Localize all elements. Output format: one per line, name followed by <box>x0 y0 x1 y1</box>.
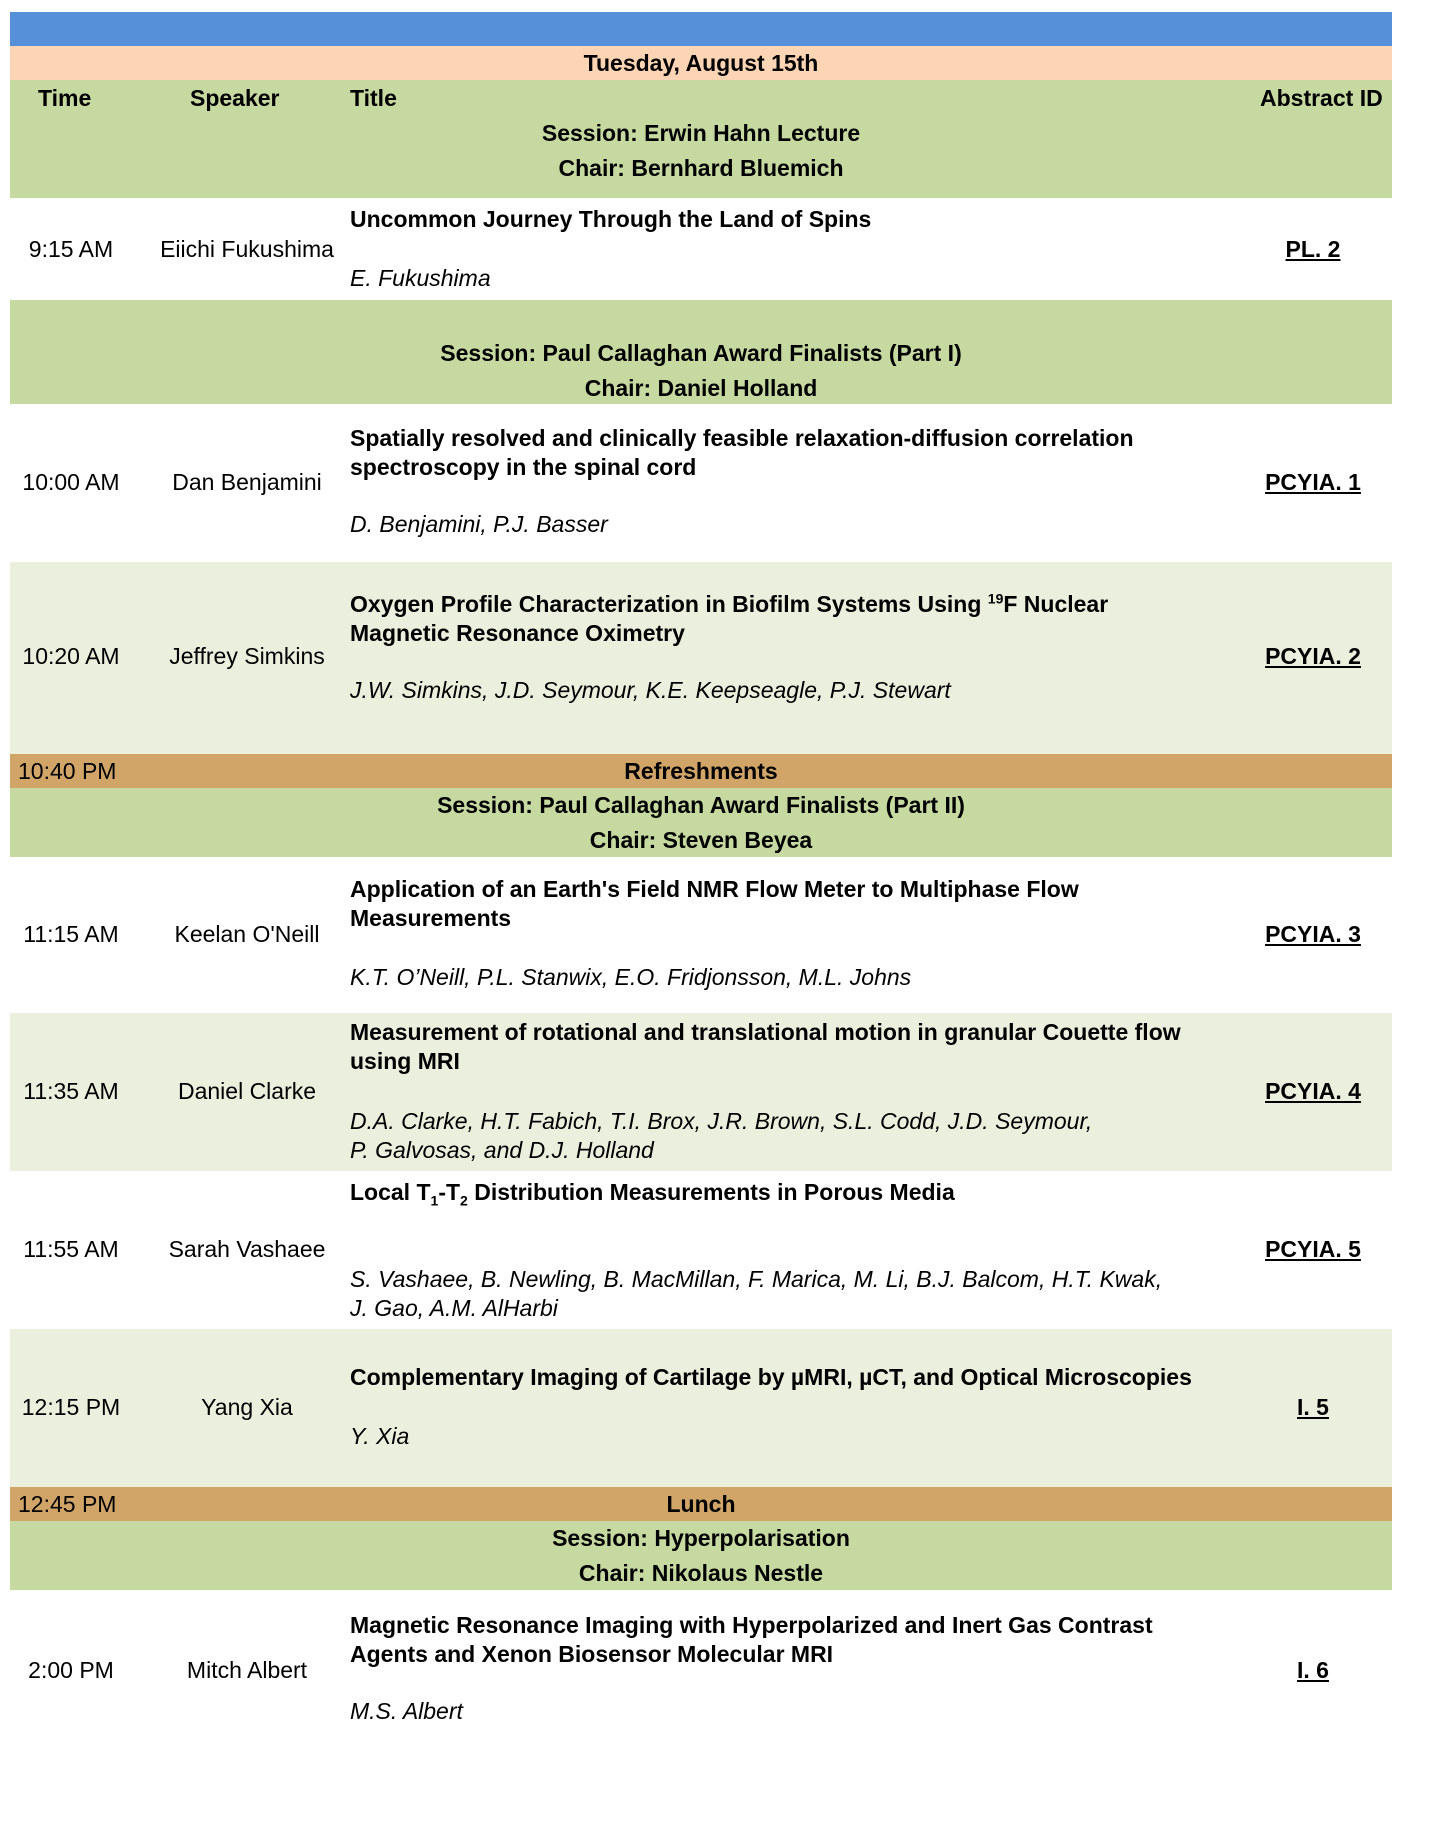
column-title: Title <box>350 85 397 111</box>
talk-speaker: Eiichi Fukushima <box>160 236 334 262</box>
talk-row <box>10 562 1392 754</box>
talk-speaker: Mitch Albert <box>186 1657 308 1683</box>
talk-title: Application of an Earth's Field NMR Flow Meter to Multiphase Flow Measurements <box>350 876 1079 931</box>
column-time: Time <box>38 85 92 111</box>
talk-time: 11:35 AM <box>23 1078 119 1104</box>
talk-speaker: Yang Xia <box>201 1394 293 1420</box>
session-header <box>10 788 1392 857</box>
talk-row <box>10 1171 1392 1329</box>
talk-title: Complementary Imaging of Cartilage by µMRI, µCT, and Optical Microscopies <box>350 1364 1192 1390</box>
talk-speaker: Jeffrey Simkins <box>169 643 325 669</box>
session-header <box>10 1521 1392 1590</box>
talk-authors: K.T. O’Neill, P.L. Stanwix, E.O. Fridjonsson, M.L. Johns <box>350 964 912 990</box>
talk-authors: D. Benjamini, P.J. Basser <box>350 511 608 537</box>
talk-time: 12:15 PM <box>21 1394 121 1420</box>
break-time: 12:45 PM <box>18 1491 117 1517</box>
session-title: Session: Paul Callaghan Award Finalists (Part II) <box>437 792 965 818</box>
talk-speaker: Daniel Clarke <box>177 1078 317 1104</box>
talk-row <box>10 1590 1392 1760</box>
top-banner <box>10 12 1392 46</box>
session-chair: Chair: Steven Beyea <box>589 827 813 853</box>
day-title: Tuesday, August 15th <box>583 50 819 76</box>
day-header <box>10 46 1392 80</box>
talk-time: 9:15 AM <box>28 236 114 262</box>
abstract-id-link[interactable]: PL. 2 <box>1285 236 1341 262</box>
talk-time: 2:00 PM <box>28 1657 114 1683</box>
break-band <box>10 754 1392 788</box>
talk-title: Local $T_1-T_2$ Distribution Measurements in Porous Media <box>350 1179 955 1209</box>
abstract-id-link[interactable]: PCYIA. 1 <box>1265 469 1361 495</box>
talk-title: Uncommon Journey Through the Land of Spins <box>350 206 872 232</box>
talk-authors: S. Vashaee, B. Newling, B. MacMillan, F. Marica, M. Li, B.J. Balcom, H.T. Kwak, J. Gao, A.M. AlHarbi <box>350 1266 1163 1321</box>
session-header <box>10 300 1392 404</box>
session-title: Session: Erwin Hahn Lecture <box>541 120 861 146</box>
column-abstract-id: Abstract ID <box>1260 85 1383 111</box>
abstract-id-link[interactable]: PCYIA. 5 <box>1265 1236 1361 1262</box>
talk-title: Spatially resolved and clinically feasible relaxation-diffusion correlation spectroscopy in the spinal cord <box>350 425 1134 480</box>
session-chair: Chair: Bernhard Bluemich <box>558 155 844 181</box>
column-speaker: Speaker <box>190 85 280 111</box>
talk-speaker: Keelan O'Neill <box>174 921 320 947</box>
talk-title: Magnetic Resonance Imaging with Hyperpolarized and Inert Gas Contrast Agents and Xenon Biosensor Molecular MRI <box>350 1612 1153 1667</box>
talk-authors: J.W. Simkins, J.D. Seymour, K.E. Keepseagle, P.J. Stewart <box>350 677 951 703</box>
talk-row <box>10 1013 1392 1171</box>
talk-time: 11:55 AM <box>23 1236 119 1262</box>
column-header-band <box>10 80 1392 198</box>
talk-authors: M.S. Albert <box>350 1698 463 1724</box>
abstract-id-link[interactable]: PCYIA. 4 <box>1265 1078 1361 1104</box>
abstract-id-link[interactable]: PCYIA. 3 <box>1265 921 1361 947</box>
session-title: Session: Paul Callaghan Award Finalists (Part I) <box>440 340 962 366</box>
break-label: Refreshments <box>624 758 778 784</box>
break-label: Lunch <box>666 1491 736 1517</box>
session-chair: Chair: Nikolaus Nestle <box>578 1560 824 1586</box>
talk-time: 10:00 AM <box>22 469 120 495</box>
session-chair: Chair: Daniel Holland <box>584 375 818 401</box>
talk-authors: D.A. Clarke, H.T. Fabich, T.I. Brox, J.R. Brown, S.L. Codd, J.D. Seymour, P. Galvosas, and D.J. Holland <box>350 1108 1093 1163</box>
talk-title: Measurement of rotational and translational motion in granular Couette flow using MRI <box>350 1019 1181 1074</box>
break-time: 10:40 PM <box>18 758 117 784</box>
talk-time: 11:15 AM <box>23 921 119 947</box>
talk-row <box>10 857 1392 1013</box>
abstract-id-link[interactable]: I. 6 <box>1297 1657 1329 1683</box>
talk-time: 10:20 AM <box>22 643 120 669</box>
abstract-id-link[interactable]: PCYIA. 2 <box>1265 643 1361 669</box>
talk-row <box>10 404 1392 562</box>
talk-row <box>10 1329 1392 1487</box>
talk-authors: Y. Xia <box>350 1423 410 1449</box>
talk-title: Oxygen Profile Characterization in Biofilm Systems Using $^{19}$F Nuclear Magnetic Resonance Oximetry <box>350 590 1109 646</box>
session-title: Session: Hyperpolarisation <box>552 1525 850 1551</box>
talk-speaker: Dan Benjamini <box>172 469 322 495</box>
abstract-id-link[interactable]: I. 5 <box>1297 1394 1329 1420</box>
break-band <box>10 1487 1392 1521</box>
talk-speaker: Sarah Vashaee <box>168 1236 326 1262</box>
talk-authors: E. Fukushima <box>350 265 491 291</box>
talk-row <box>10 198 1392 300</box>
